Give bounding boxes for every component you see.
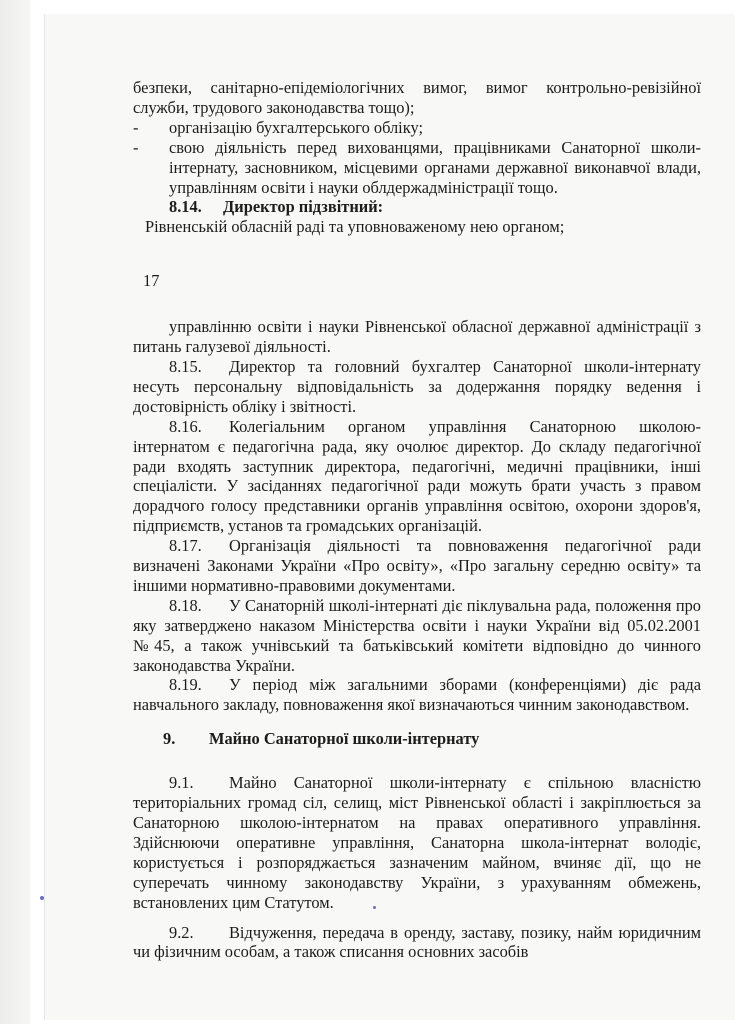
clause-number: 8.14. — [169, 197, 202, 217]
clause-title: Директор підзвітний: — [223, 197, 384, 217]
list-item-text: організацію бухгалтерського обліку; — [169, 117, 423, 137]
ink-speck — [40, 896, 44, 900]
list-item-accounting — [133, 118, 701, 138]
clause-text: Організація діяльності та повноваження педагогічної ради визначені Законами України «Про освіту», «Про загальну середню освіту» та іншими нормативно-правовими документами. — [133, 536, 701, 595]
clause-8-14-continuation: управлінню освіти і науки Рівненської обласної державної адміністрації з питань галузевої діяльності. — [133, 317, 701, 357]
dash-marker: - — [133, 117, 139, 137]
clause-number: 9.1. — [169, 773, 194, 793]
clause-9-2 — [133, 923, 701, 963]
clause-text: Колегіальним органом управління Санаторною школою-інтернатом є педагогічна рада, яку очолює директор. До складу педагогічної ради входять заступник директора, педагогічні, медичні працівники, інші спеціалісти. У засіданнях педагогічної ради можуть брати участь з правом дорадчого голосу представники органів управління освітою, охорони здоров'я, підприємств, установ та громадських організацій. — [133, 416, 701, 536]
page-number: 17 — [143, 271, 160, 291]
clause-8-19 — [133, 675, 701, 715]
clause-number: 8.15. — [169, 356, 202, 376]
clause-text: Директор та головний бухгалтер Санаторної школи-інтернату несуть персональну відповідальність за додержання порядку ведення і достовірність обліку і звітності. — [133, 356, 701, 416]
clause-number: 8.16. — [169, 416, 202, 436]
clause-text: Відчуження, передача в оренду, заставу, позику, найм юридичним чи фізичним особам, а також списання основних засобів — [133, 922, 701, 962]
document-body — [133, 78, 701, 962]
list-item-text: свою діяльність перед вихованцями, працівниками Санаторної школи-інтернату, засновником, місцевими органами державної виконавчої влади, управлінням освіти і науки облдержадміністрації тощо. — [169, 137, 701, 197]
clause-8-16 — [133, 417, 701, 536]
section-number: 9. — [163, 729, 176, 749]
list-item-activity — [133, 138, 701, 198]
clause-text: Майно Санаторної школи-інтернату є спільною власністю територіальних громад сіл, селищ, міст Рівненської області і закріплюється за Санаторною школою-інтернатом на правах оперативного управління. Здійснюючи оперативне управління, Санаторна школа-інтернат володіє, користується і розпоряджається зазначеним майном, вчиняє дії, що не суперечать чинному законодавству України, з урахуванням обмежень, встановлених цим Статутом. — [133, 773, 701, 912]
clause-number: 8.17. — [169, 536, 202, 556]
section-title: Майно Санаторної школи-інтернату — [209, 729, 480, 749]
clause-9-1 — [133, 773, 701, 912]
page-gutter-shadow — [0, 0, 30, 1024]
clause-text: У період між загальними зборами (конференціями) діє рада навчального закладу, повноваження якої визначаються чинним законодавством. — [133, 675, 701, 715]
dash-marker: - — [133, 137, 139, 157]
clause-8-17 — [133, 536, 701, 596]
clause-8-15 — [133, 357, 701, 417]
clause-number: 8.19. — [169, 675, 202, 695]
paragraph-intro: безпеки, санітарно-епідеміологічних вимог, вимог контрольно-ревізійної служби, трудового законодавства тощо); — [133, 78, 701, 117]
clause-8-18 — [133, 596, 701, 676]
clause-number: 8.18. — [169, 595, 202, 615]
clause-number: 9.2. — [169, 922, 194, 942]
clause-8-14-text: Рівненській обласній раді та уповноваженому нею органом; — [145, 217, 565, 237]
clause-text: У Санаторній школі-інтернаті діє піклувальна рада, положення про яку затверджено наказом Міністерства освіти і науки України від 05.02.2001 №45, а також учнівський та батьківський комітети відповідно до чинного законодавства України. — [133, 595, 701, 675]
section-9-heading — [133, 715, 701, 773]
clause-8-14-heading — [133, 197, 701, 217]
